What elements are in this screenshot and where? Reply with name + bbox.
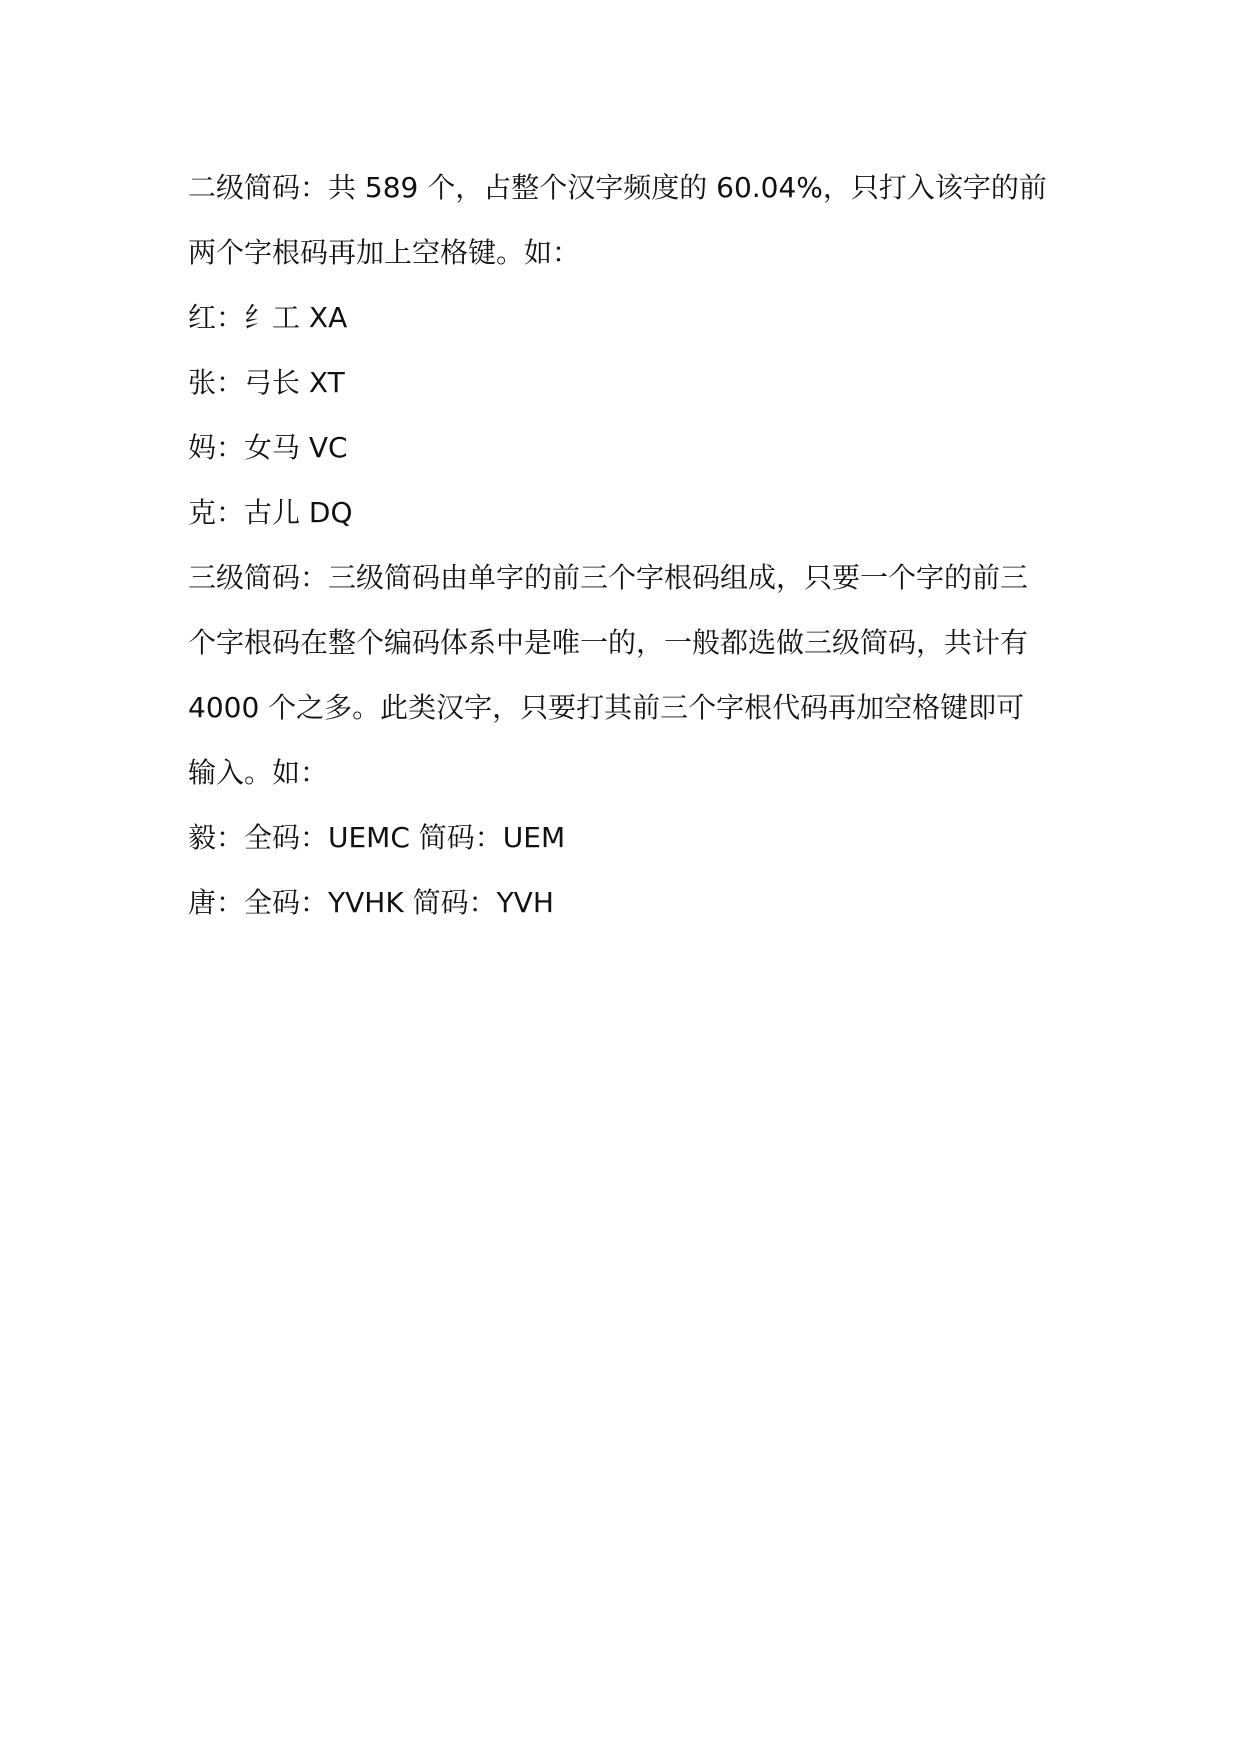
example-zhang: 张：弓长 XT bbox=[188, 366, 345, 399]
paragraph-level3-line-1: 三级简码：三级简码由单字的前三个字根码组成，只要一个字的前三 bbox=[188, 561, 1029, 594]
document-body bbox=[188, 155, 1068, 935]
paragraph-level3-line-3: 4000 个之多。此类汉字，只要打其前三个字根代码再加空格键即可 bbox=[188, 691, 1025, 724]
example-ma: 妈：女马 VC bbox=[188, 431, 348, 464]
example-ke: 克：古儿 DQ bbox=[188, 496, 353, 529]
example-hong: 红：纟工 XA bbox=[188, 301, 348, 334]
paragraph-level3-line-2: 个字根码在整个编码体系中是唯一的，一般都选做三级简码，共计有 bbox=[188, 626, 1029, 659]
paragraph-level3-line-4: 输入。如： bbox=[188, 756, 329, 789]
paragraph-level2-line-1: 二级简码：共 589 个，占整个汉字频度的 60.04%，只打入该字的前 bbox=[188, 171, 1047, 204]
example-tang: 唐：全码：YVHK 简码：YVH bbox=[188, 886, 554, 919]
example-yi: 毅：全码：UEMC 简码：UEM bbox=[188, 821, 566, 854]
paragraph-level2-line-2: 两个字根码再加上空格键。如： bbox=[188, 236, 581, 269]
